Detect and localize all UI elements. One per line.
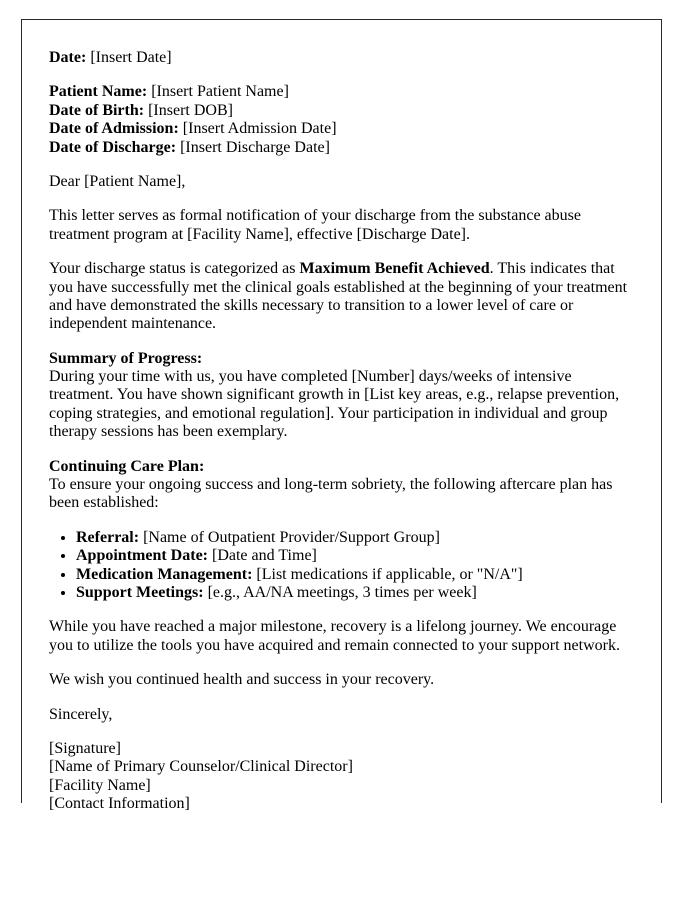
care-plan-heading: Continuing Care Plan: <box>49 457 205 475</box>
care-plan-list <box>49 529 635 603</box>
summary-body: During your time with us, you have completed [Number] days/weeks of intensive treatment. You have shown significant growth in [List key areas, e.g., relapse prevention, coping strategies, and emotional regulation]. Your participation in individual and group therapy sessions has been exemplary. <box>49 368 620 441</box>
date-value: [Insert Date] <box>86 49 172 66</box>
support-meetings-value: [e.g., AA/NA meetings, 3 times per week] <box>203 583 477 601</box>
summary-section <box>49 350 635 442</box>
patient-name-value: [Insert Patient Name] <box>147 83 289 101</box>
patient-info-block <box>49 83 635 157</box>
referral-value: [Name of Outpatient Provider/Support Group] <box>139 528 440 546</box>
date-of-birth-value: [Insert DOB] <box>144 101 233 119</box>
medication-management-value: [List medications if applicable, or "N/A"] <box>252 565 523 583</box>
date-of-admission-value: [Insert Admission Date] <box>178 120 337 138</box>
paragraph-discharge-status <box>49 260 635 334</box>
patient-name-label: Patient Name: <box>49 83 148 101</box>
support-meetings-label: Support Meetings: <box>76 583 204 601</box>
care-plan-body: To ensure your ongoing success and long-term sobriety, the following aftercare plan has been established: <box>49 476 613 512</box>
list-item-support-meetings <box>76 584 635 602</box>
date-label: Date: <box>49 49 87 66</box>
date-of-birth-label: Date of Birth: <box>49 101 145 119</box>
date-of-admission-line <box>49 120 635 138</box>
date-of-birth-line <box>49 102 635 120</box>
status-text-after: . This indicates that you have successfully met the clinical goals established at the beginning of your treatment and have demonstrated the skills necessary to transition to a lower level of care or independent maintenance. <box>49 260 628 333</box>
appointment-date-label: Appointment Date: <box>76 547 208 565</box>
paragraph-milestone: While you have reached a major milestone, recovery is a lifelong journey. We encourage you to utilize the tools you have acquired and remain connected to your support network. <box>49 618 620 654</box>
list-item-referral <box>76 529 635 547</box>
date-of-discharge-line <box>49 139 635 157</box>
salutation: Dear [Patient Name], <box>49 172 186 190</box>
date-line <box>49 49 635 67</box>
signature-block <box>49 740 635 814</box>
counselor-name-line: [Name of Primary Counselor/Clinical Director] <box>49 758 353 776</box>
closing: Sincerely, <box>49 705 113 723</box>
summary-heading: Summary of Progress: <box>49 349 203 367</box>
medication-management-label: Medication Management: <box>76 565 253 583</box>
list-item-medication-management <box>76 566 635 584</box>
date-of-discharge-label: Date of Discharge: <box>49 138 177 156</box>
patient-name-line <box>49 83 635 101</box>
paragraph-wishes: We wish you continued health and success in your recovery. <box>49 671 435 689</box>
facility-name-line: [Facility Name] <box>49 776 151 794</box>
care-plan-section <box>49 458 635 513</box>
paragraph-notification: This letter serves as formal notification of your discharge from the substance abuse treatment program at [Facility Name], effective [Discharge Date]. <box>49 207 581 243</box>
list-item-appointment-date <box>76 547 635 565</box>
referral-label: Referral: <box>76 528 140 546</box>
status-text-before: Your discharge status is categorized as <box>49 260 300 278</box>
discharge-letter-page <box>21 19 662 813</box>
appointment-date-value: [Date and Time] <box>208 547 317 565</box>
contact-information-line: [Contact Information] <box>49 795 190 813</box>
signature-line: [Signature] <box>49 739 121 757</box>
date-of-discharge-value: [Insert Discharge Date] <box>176 138 330 156</box>
status-bold-phrase: Maximum Benefit Achieved <box>299 260 490 278</box>
date-of-admission-label: Date of Admission: <box>49 120 179 138</box>
